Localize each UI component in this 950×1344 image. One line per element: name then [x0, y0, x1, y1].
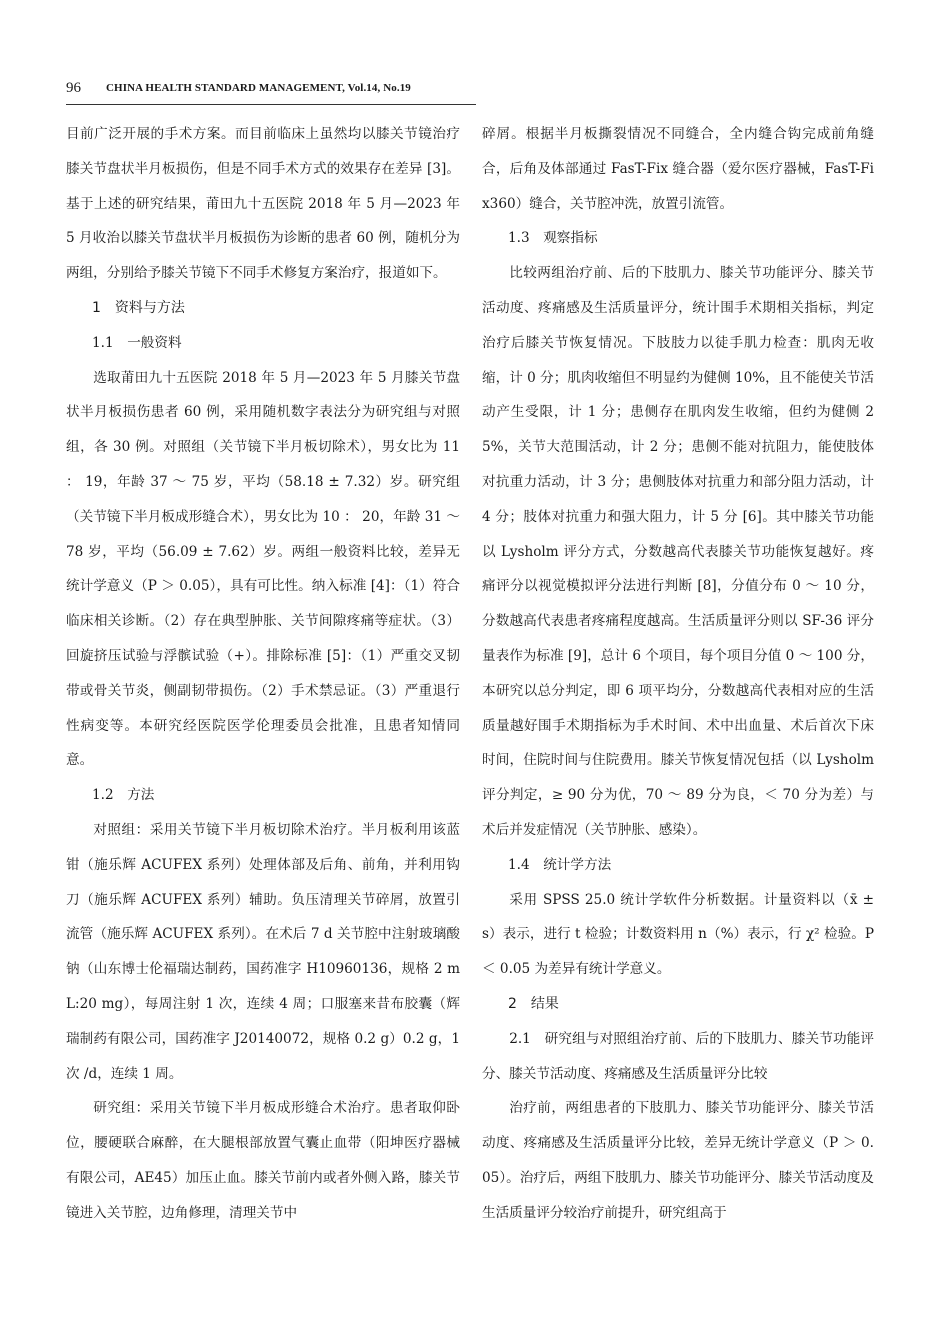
paragraph-intro-continued: 目前广泛开展的手术方案。而目前临床上虽然均以膝关节镜治疗膝关节盘状半月板损伤，但是不同手术方式的效果存在差异 [3]。基于上述的研究结果，莆田九十五医院 2018 年 5 月—2023 年 5 月收治以膝关节盘状半月板损伤为诊断的患者 60 例，随机分为两组，分别给予膝关节镜下不同手术修复方案治疗，报道如下。	[66, 126, 460, 282]
subsection-heading-general-data: 1.1 一般资料	[92, 334, 182, 351]
paragraph-statistics: 采用 SPSS 25.0 统计学软件分析数据。计量资料以（x̄ ± s）表示，进行 t 检验；计数资料用 n（%）表示，行 χ² 检验。P ＜ 0.05 为差异有统计学意义。	[482, 891, 874, 978]
subsection-heading-observation: 1.3 观察指标	[508, 230, 598, 247]
paragraph-control-group: 对照组：采用关节镜下半月板切除术治疗。半月板利用该蓝钳（施乐辉 ACUFEX 系列）处理体部及后角、前角，并利用钩刀（施乐辉 ACUFEX 系列）辅助。负压清理关节碎屑，放置引流管（施乐辉 ACUFEX 系列）。在术后 7 d 关节腔中注射玻璃酸钠（山东博士伦福瑞达制药，国药准字 H10960136，规格 2 mL:20 mg），每周注射 1 次，连续 4 周；口服塞来昔布胶囊（辉瑞制药有限公司，国药准字 J20140072，规格 0.2 g）0.2 g，1 次 /d，连续 1 周。	[66, 821, 460, 1082]
section-heading-materials-methods: 1 资料与方法	[92, 299, 185, 316]
header-divider	[66, 104, 476, 105]
subsection-heading-methods: 1.2 方法	[92, 787, 155, 804]
paragraph-study-group: 研究组：采用关节镜下半月板成形缝合术治疗。患者取仰卧位，腰硬联合麻醉，在大腿根部放置气囊止血带（阳坤医疗器械有限公司，AE45）加压止血。膝关节前内或者外侧入路，膝关节镜进入关节腔，边角修理，清理关节中	[66, 1100, 460, 1221]
right-column	[482, 117, 874, 1231]
subsection-heading-comparison: 2.1 研究组与对照组治疗前、后的下肢肌力、膝关节功能评分、膝关节活动度、疼痛感及生活质量评分比较	[482, 1030, 874, 1082]
journal-title: CHINA HEALTH STANDARD MANAGEMENT, Vol.14, No.19	[106, 82, 411, 94]
left-column	[66, 117, 460, 1231]
paragraph-study-group-continued: 碎屑。根据半月板撕裂情况不同缝合，全内缝合钩完成前角缝合，后角及体部通过 FasT-Fix 缝合器（爱尔医疗器械，FasT-Fix360）缝合，关节腔冲洗，放置引流管。	[482, 126, 874, 212]
running-header	[66, 80, 472, 102]
paragraph-observation: 比较两组治疗前、后的下肢肌力、膝关节功能评分、膝关节活动度、疼痛感及生活质量评分，统计围手术期相关指标，判定治疗后膝关节恢复情况。下肢肢力以徒手肌力检查：肌肉无收缩，计 0 分；肌肉收缩但不明显约为健侧 10%，且不能使关节活动产生受限，计 1 分；患侧存在肌肉发生收缩，但约为健侧 25%，关节大范围活动，计 2 分；患侧不能对抗阻力，能使肢体对抗重力活动，计 3 分；患侧肢体对抗重力和部分阻力活动，计 4 分；肢体对抗重力和强大阻力，计 5 分 [6]。其中膝关节功能以 Lysholm 评分方式，分数越高代表膝关节功能恢复越好。疼痛评分以视觉模拟评分法进行判断 [8]，分值分布 0 ～ 10 分，分数越高代表患者疼痛程度越高。生活质量评分则以 SF-36 评分量表作为标准 [9]，总计 6 个项目，每个项目分值 0 ～ 100 分，本研究以总分判定，即 6 项平均分，分数越高代表相对应的生活质量越好围手术期指标为手术时间、术中出血量、术后首次下床时间，住院时间与住院费用。膝关节恢复情况包括（以 Lysholm 评分判定，≥ 90 分为优，70 ～ 89 分为良，＜ 70 分为差）与术后并发症情况（关节肿胀、感染）。	[482, 265, 874, 838]
paragraph-results: 治疗前，两组患者的下肢肌力、膝关节功能评分、膝关节活动度、疼痛感及生活质量评分比较，差异无统计学意义（P ＞ 0.05）。治疗后，两组下肢肌力、膝关节功能评分、膝关节活动度及生活质量评分较治疗前提升，研究组高于	[482, 1100, 874, 1221]
section-heading-results: 2 结果	[508, 995, 559, 1012]
paragraph-general-data: 选取莆田九十五医院 2018 年 5 月—2023 年 5 月膝关节盘状半月板损伤患者 60 例，采用随机数字表法分为研究组与对照组，各 30 例。对照组（关节镜下半月板切除术），男女比为 11 ： 19，年龄 37 ～ 75 岁，平均（58.18 ± 7.32）岁。研究组（关节镜下半月板成形缝合术），男女比为 10 ： 20，年龄 31 ～ 78 岁，平均（56.09 ± 7.62）岁。两组一般资料比较，差异无统计学意义（P ＞ 0.05），具有可比性。纳入标准 [4]：（1）符合临床相关诊断。（2）存在典型肿胀、关节间隙疼痛等症状。（3）回旋挤压试验与浮髌试验（+）。排除标准 [5]：（1）严重交叉韧带或骨关节炎，侧副韧带损伤。（2）手术禁忌证。（3）严重退行性病变等。本研究经医院医学伦理委员会批准，且患者知情同意。	[66, 369, 460, 769]
subsection-heading-statistics: 1.4 统计学方法	[508, 856, 612, 873]
page-number: 96	[66, 80, 81, 96]
